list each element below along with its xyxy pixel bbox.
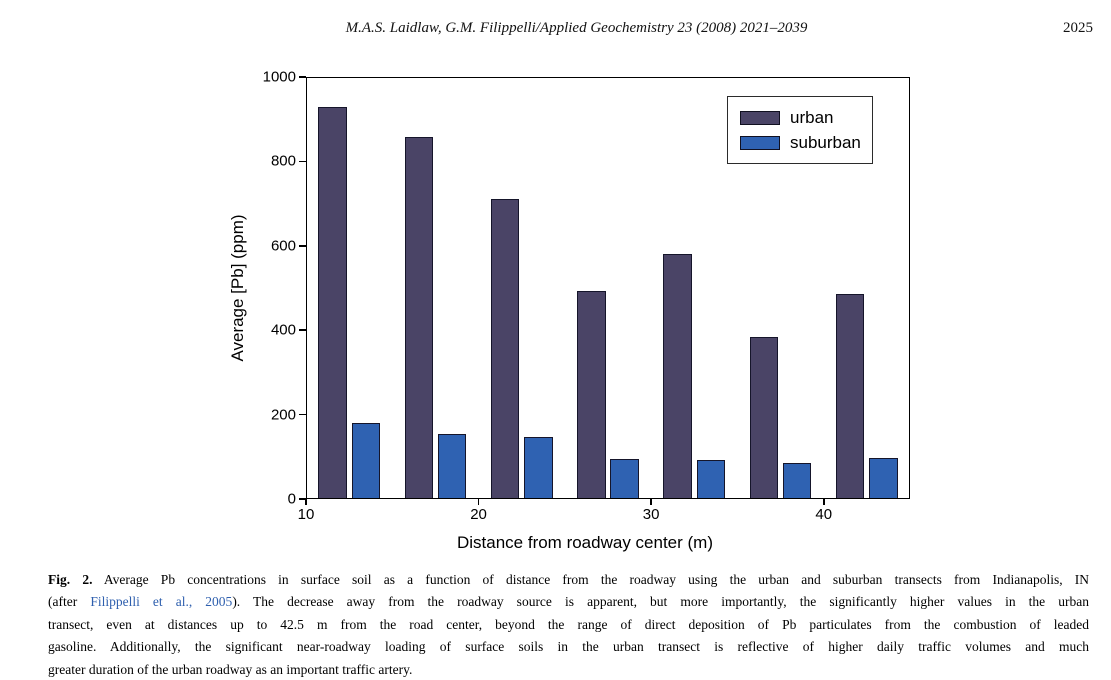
bar-urban-42.5m	[836, 294, 864, 500]
caption-text: ). The decrease away from the roadway source is apparent, but more importantly, the significantly higher values in the urban	[232, 594, 1089, 610]
x-tick-10	[305, 499, 307, 505]
caption-text: gasoline. Additionally, the significant near-roadway loading of surface soils in the urban transect is reflective of higher daily traffic volumes and much	[48, 639, 1089, 655]
y-tick-label-600: 600	[270, 237, 296, 255]
bar-suburban-17.5m	[438, 434, 466, 499]
caption-text: (after	[48, 594, 91, 610]
bar-suburban-12.5m	[352, 423, 380, 499]
x-tick-label-20: 20	[470, 506, 487, 523]
bar-urban-17.5m	[405, 137, 433, 499]
page-number: 2025	[1063, 20, 1093, 36]
x-tick-label-40: 40	[815, 506, 833, 523]
bar-suburban-32.5m	[697, 460, 725, 499]
legend-row-suburban	[740, 134, 872, 151]
x-tick-20	[478, 499, 480, 505]
y-axis-title: Average [Pb] (ppm)	[228, 214, 247, 362]
y-tick-label-1000: 1000	[262, 68, 296, 86]
bar-suburban-22.5m	[524, 437, 552, 499]
caption-line	[48, 614, 1089, 636]
caption-line	[48, 569, 1089, 591]
bar-suburban-27.5m	[610, 459, 638, 500]
x-tick-label-30: 30	[642, 506, 660, 523]
legend-row-urban	[740, 109, 872, 126]
bar-urban-27.5m	[577, 291, 605, 499]
y-tick-0	[299, 498, 306, 500]
caption-text: greater duration of the urban roadway as an important traffic artery.	[48, 661, 413, 677]
caption-citation-link[interactable]: Filippelli et al., 2005	[90, 594, 233, 610]
legend-label-suburban: suburban	[790, 133, 861, 152]
caption-text: Average Pb concentrations in surface soil as a function of distance from the roadway using the urban and suburban transects from Indianapolis, IN	[92, 572, 1090, 587]
running-head: M.A.S. Laidlaw, G.M. Filippelli/Applied Geochemistry 23 (2008) 2021–2039	[345, 20, 808, 36]
caption-line	[48, 659, 1089, 680]
bar-urban-37.5m	[750, 337, 778, 499]
legend	[727, 96, 873, 164]
caption-line	[48, 636, 1089, 658]
bar-urban-32.5m	[663, 254, 691, 499]
bar-urban-12.5m	[318, 107, 346, 499]
y-tick-label-200: 200	[270, 406, 296, 424]
figure-caption	[48, 569, 1089, 680]
y-tick-800	[299, 161, 306, 163]
y-tick-label-400: 400	[270, 321, 296, 339]
bar-suburban-37.5m	[783, 463, 811, 499]
y-tick-200	[299, 414, 306, 416]
suburban-swatch	[740, 136, 780, 150]
y-tick-600	[299, 245, 306, 247]
legend-label-urban: urban	[790, 108, 834, 127]
y-tick-label-800: 800	[270, 152, 296, 170]
x-axis-title: Distance from roadway center (m)	[456, 533, 714, 552]
x-tick-30	[650, 499, 652, 505]
caption-line	[48, 591, 1089, 613]
caption-text: transect, even at distances up to 42.5 m from the road center, beyond the range of direct deposition of Pb particulates from the combustion of leaded	[48, 616, 1089, 632]
urban-swatch	[740, 111, 780, 125]
figure-label: Fig. 2.	[48, 572, 93, 587]
x-tick-label-10: 10	[297, 506, 315, 523]
y-tick-400	[299, 329, 306, 331]
bar-suburban-42.5m	[869, 458, 897, 499]
y-tick-label-0: 0	[287, 490, 296, 508]
plot-area	[262, 68, 910, 523]
x-tick-40	[823, 499, 825, 505]
y-tick-1000	[299, 76, 306, 78]
bar-urban-22.5m	[491, 199, 519, 499]
